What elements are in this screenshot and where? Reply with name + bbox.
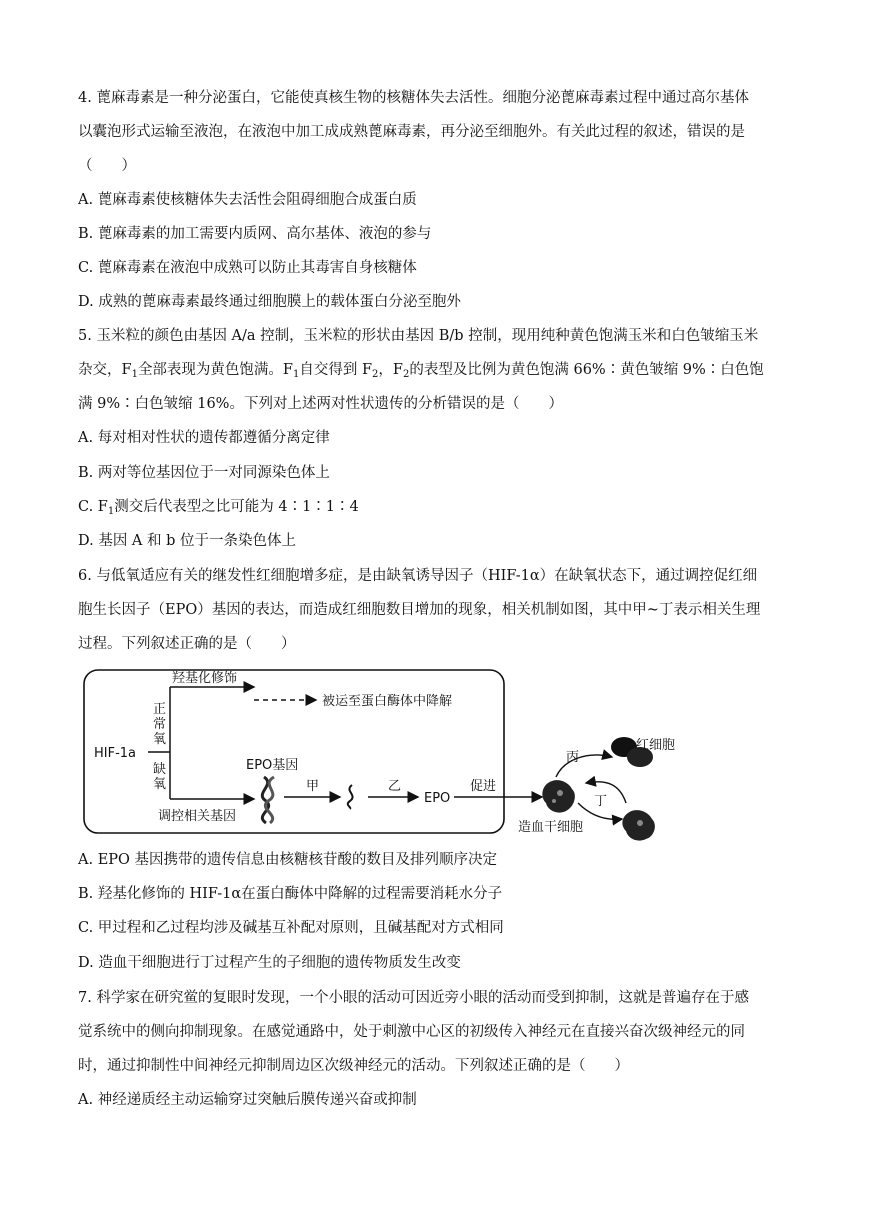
low-oxygen-char-1: 缺	[153, 762, 167, 777]
q7-stem-line-1: 7. 科学家在研究鲎的复眼时发现，一个小眼的活动可因近旁小眼的活动而受到抑制，这就是普遍存在于感	[78, 990, 749, 1006]
q7-stem-line-3: 时，通过抑制性中间神经元抑制周边区次级神经元的活动。下列叙述正确的是（ ）	[78, 1058, 629, 1074]
epo-gene-label: EPO基因	[246, 758, 299, 773]
degradation-label: 被运至蛋白酶体中降解	[322, 694, 453, 709]
mrna-icon	[348, 785, 353, 809]
q4-stem-line-2: 以囊泡形式运输至液泡，在液泡中加工成成熟蓖麻毒素，再分泌至细胞外。有关此过程的叙述，错误的是	[78, 124, 745, 140]
q6-option-d: D. 造血干细胞进行丁过程产生的子细胞的遗传物质发生改变	[78, 955, 461, 971]
rbc-label: 红细胞	[636, 738, 676, 753]
daughter-stem-cell-icon	[622, 810, 655, 840]
q4-stem-line-3: （ ）	[78, 158, 136, 174]
q5-option-c: C. $F_1$测交后代表型之比可能为 4∶1∶1∶4	[78, 499, 359, 517]
q5-option-d: D. 基因 A 和 b 位于一条染色体上	[78, 533, 297, 549]
q5-option-b: B. 两对等位基因位于一对同源染色体上	[78, 465, 330, 481]
low-oxygen-char-2: 氧	[153, 777, 167, 792]
stem-cell-label: 造血干细胞	[518, 820, 584, 835]
q5-stem-line-2: 杂交，$F_1$全部表现为黄色饱满。$F_1$自交得到 $F_2$，$F_2$的表型及比例为黄色饱满 66%∶黄色皱缩 9%∶白色饱	[78, 362, 764, 380]
epo-label: EPO	[424, 791, 451, 806]
process-bing-label: 丙	[566, 750, 580, 765]
q4-option-a: A. 蓖麻毒素使核糖体失去活性会阻碍细胞合成蛋白质	[78, 192, 417, 208]
hydroxylation-label: 羟基化修饰	[172, 671, 238, 686]
q4-option-c: C. 蓖麻毒素在液泡中成熟可以防止其毒害自身核糖体	[78, 260, 417, 276]
hif-mechanism-diagram	[78, 665, 778, 845]
process-yi-label: 乙	[388, 779, 402, 794]
q6-option-a: A. EPO 基因携带的遗传信息由核糖核苷酸的数目及排列顺序决定	[78, 852, 498, 868]
normal-oxygen-char-3: 氧	[153, 732, 167, 747]
normal-oxygen-char-1: 正	[153, 702, 167, 717]
q6-stem-line-3: 过程。下列叙述正确的是（ ）	[78, 636, 296, 652]
q6-option-c: C. 甲过程和乙过程均涉及碱基互补配对原则，且碱基配对方式相同	[78, 920, 504, 936]
regulate-genes-label: 调控相关基因	[158, 809, 237, 824]
process-jia-label: 甲	[306, 779, 320, 794]
normal-oxygen-char-2: 常	[153, 717, 167, 732]
q4-stem-line-1: 4. 蓖麻毒素是一种分泌蛋白，它能使真核生物的核糖体失去活性。细胞分泌蓖麻毒素过程中通过高尔基体	[78, 90, 749, 106]
q7-option-a: A. 神经递质经主动运输穿过突触后膜传递兴奋或抑制	[78, 1092, 417, 1108]
q6-stem-line-1: 6. 与低氧适应有关的继发性红细胞增多症，是由缺氧诱导因子（HIF-1α）在缺氧状态下，通过调控促红细	[78, 568, 758, 584]
q5-option-a: A. 每对相对性状的遗传都遵循分离定律	[78, 430, 330, 446]
q5-stem-line-1: 5. 玉米粒的颜色由基因 A/a 控制，玉米粒的形状由基因 B/b 控制，现用纯种黄色饱满玉米和白色皱缩玉米	[78, 328, 759, 344]
q4-option-b: B. 蓖麻毒素的加工需要内质网、高尔基体、液泡的参与	[78, 226, 432, 242]
process-ding-label: 丁	[594, 794, 608, 809]
dna-helix-icon	[262, 777, 274, 823]
q5-stem-line-3: 满 9%∶白色皱缩 16%。下列对上述两对性状遗传的分析错误的是（ ）	[78, 396, 563, 412]
q6-stem-line-2: 胞生长因子（EPO）基因的表达，而造成红细胞数目增加的现象，相关机制如图，其中甲~丁表示相关生理	[78, 602, 761, 618]
q6-option-b: B. 羟基化修饰的 HIF-1α在蛋白酶体中降解的过程需要消耗水分子	[78, 886, 503, 902]
q4-option-d: D. 成熟的蓖麻毒素最终通过细胞膜上的载体蛋白分泌至胞外	[78, 294, 461, 310]
q7-stem-line-2: 觉系统中的侧向抑制现象。在感觉通路中，处于刺激中心区的初级传入神经元在直接兴奋次级神经元的同	[78, 1024, 745, 1040]
hif-label: HIF-1a	[94, 746, 137, 761]
stem-cell-icon	[542, 780, 575, 812]
promote-label: 促进	[470, 779, 497, 794]
